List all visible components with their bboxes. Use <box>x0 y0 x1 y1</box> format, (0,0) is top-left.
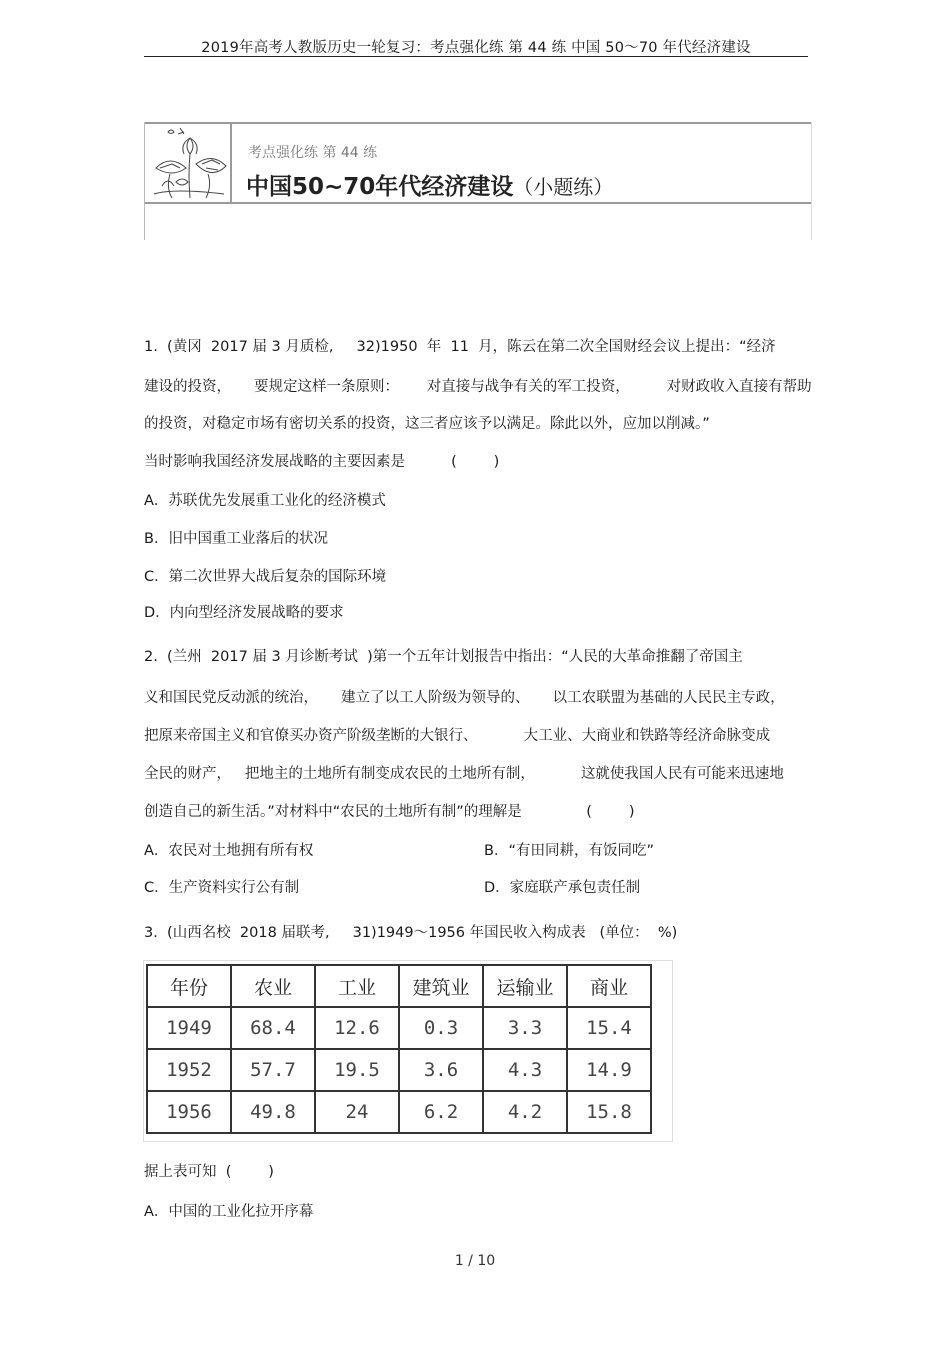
table-header-cell: 建筑业 <box>399 965 483 1007</box>
table-header-cell: 运输业 <box>483 965 567 1007</box>
question-2-option-a: A．农民对土地拥有所有权 <box>144 843 314 859</box>
question-2-option-b: B．“有田同耕，有饭同吃” <box>484 843 654 859</box>
question-2-line: 2. (兰州 2017 届 3 月诊断考试 )第一个五年计划报告中指出：“人民的大革命推翻了帝国主 <box>144 649 743 665</box>
title-banner <box>144 122 812 240</box>
banner-title <box>246 168 613 201</box>
table-cell: 0.3 <box>399 1007 483 1049</box>
question-2-option-d: D．家庭联产承包责任制 <box>484 880 641 896</box>
table-row <box>147 1091 651 1133</box>
table-cell: 57.7 <box>231 1049 315 1091</box>
question-1-line: 1. (黄冈 2017 届 3 月质检, 32)1950 年 11 月，陈云在第二次全国财经会议上提出：“经济 <box>144 339 776 355</box>
question-1-option-d: D．内向型经济发展战略的要求 <box>144 605 344 621</box>
question-2-line: 把原来帝国主义和官僚买办资产阶级垄断的大银行、 大工业、大商业和铁路等经济命脉变成 <box>144 728 771 744</box>
banner-left-edge <box>144 122 145 240</box>
question-2-line: 义和国民党反动派的统治， 建立了以工人阶级为领导的、 以工农联盟为基础的人民民主专政， <box>144 690 785 706</box>
table-header-row <box>147 965 651 1007</box>
table-cell: 12.6 <box>315 1007 399 1049</box>
table-header-cell: 年份 <box>147 965 231 1007</box>
table-row <box>147 1049 651 1091</box>
table-cell: 6.2 <box>399 1091 483 1133</box>
table-cell: 1952 <box>147 1049 231 1091</box>
table-cell: 4.3 <box>483 1049 567 1091</box>
table-cell: 3.3 <box>483 1007 567 1049</box>
question-1-option-b: B．旧中国重工业落后的状况 <box>144 531 328 547</box>
table-cell: 15.4 <box>567 1007 651 1049</box>
table-cell: 15.8 <box>567 1091 651 1133</box>
running-header: 2019年高考人教版历史一轮复习：考点强化练 第 44 练 中国 50～70 年代经济建设 <box>201 40 751 56</box>
question-3-option-a: A．中国的工业化拉开序幕 <box>144 1204 314 1220</box>
table-cell: 4.2 <box>483 1091 567 1133</box>
question-3-prompt: 据上表可知 ( ) <box>144 1164 274 1180</box>
table-cell: 24 <box>315 1091 399 1133</box>
question-2-line: 创造自己的新生活。”对材料中“农民的土地所有制”的理解是 ( ) <box>144 804 635 820</box>
banner-divider <box>230 122 232 202</box>
table-cell: 14.9 <box>567 1049 651 1091</box>
banner-top-rule <box>144 122 812 124</box>
question-2-line: 全民的财产， 把地主的土地所有制变成农民的土地所有制， 这就使我国人民有可能来迅速地 <box>144 766 784 782</box>
table-header-cell: 工业 <box>315 965 399 1007</box>
national-income-table <box>146 964 652 1134</box>
banner-right-edge <box>811 122 812 240</box>
question-2-option-c: C．生产资料实行公有制 <box>144 880 300 896</box>
header-rule <box>144 56 808 57</box>
table-cell: 1956 <box>147 1091 231 1133</box>
question-1-option-a: A．苏联优先发展重工业化的经济模式 <box>144 493 386 509</box>
question-1-option-c: C．第二次世界大战后复杂的国际环境 <box>144 569 387 585</box>
table-cell: 68.4 <box>231 1007 315 1049</box>
banner-title-main: 中国50~70年代经济建设 <box>246 174 514 200</box>
question-1-line: 的投资，对稳定市场有密切关系的投资，这三者应该予以满足。除此以外，应加以削减。” <box>144 416 710 432</box>
table-cell: 1949 <box>147 1007 231 1049</box>
table-cell: 19.5 <box>315 1049 399 1091</box>
table-row <box>147 1007 651 1049</box>
question-3-line: 3. (山西名校 2018 届联考, 31)1949～1956 年国民收入构成表 (单位： %) <box>144 925 678 941</box>
banner-bottom-rule <box>144 202 812 204</box>
table-header-cell: 农业 <box>231 965 315 1007</box>
lotus-illustration-icon <box>146 124 230 202</box>
table-cell: 49.8 <box>231 1091 315 1133</box>
page-number: 1 / 10 <box>454 1253 496 1269</box>
question-1-line: 当时影响我国经济发展战略的主要因素是 ( ) <box>144 454 500 470</box>
question-1-line: 建设的投资， 要规定这样一条原则： 对直接与战争有关的军工投资， 对财政收入直接有帮助 <box>144 379 812 395</box>
banner-subtitle: 考点强化练 第 44 练 <box>248 145 378 161</box>
banner-title-suffix: （小题练） <box>513 175 614 199</box>
table-cell: 3.6 <box>399 1049 483 1091</box>
table-header-cell: 商业 <box>567 965 651 1007</box>
